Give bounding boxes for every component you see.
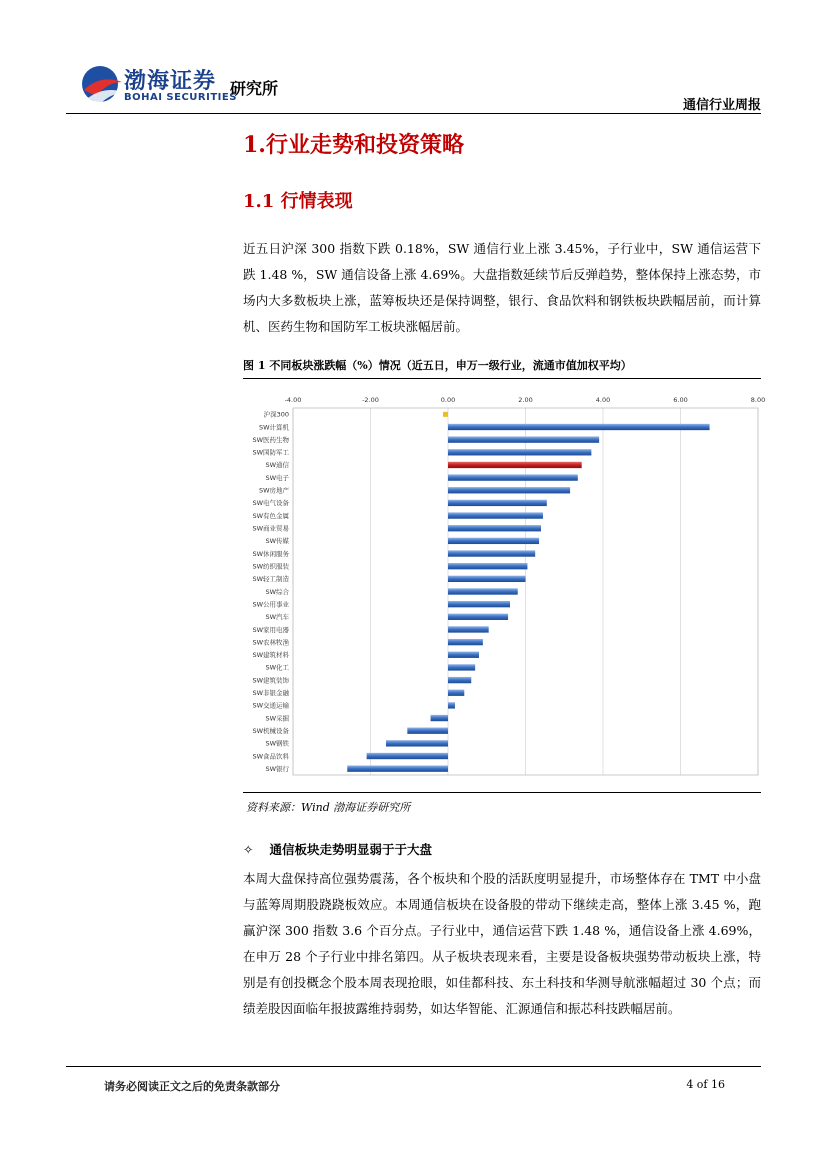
category-label: SW电气设备 (252, 499, 289, 508)
bar (448, 538, 539, 544)
category-label: SW通信 (265, 461, 289, 470)
category-label: SW非银金融 (252, 689, 289, 698)
category-label: SW银行 (265, 764, 289, 773)
category-label: SW医药生物 (252, 435, 289, 444)
category-label: SW计算机 (258, 423, 289, 432)
x-tick-label: 0.00 (440, 396, 456, 404)
bar (448, 664, 475, 670)
disclaimer-note: 请务必阅读正文之后的免责条款部分 (104, 1080, 280, 1093)
page-number: 4 of 16 (686, 1078, 725, 1091)
brand-department: 研究所 (230, 79, 279, 98)
bar (448, 449, 591, 455)
bar (448, 487, 570, 493)
x-tick-label: 2.00 (518, 396, 533, 404)
category-label: SW电子 (265, 473, 289, 482)
footer-divider (66, 1066, 761, 1067)
sector-performance-chart (243, 390, 766, 790)
bar (448, 436, 599, 442)
category-label: 沪深300 (263, 410, 289, 419)
category-label: SW汽车 (265, 613, 289, 622)
bullet-title: 通信板块走势明显弱于于大盘 (269, 842, 432, 857)
category-label: SW房地产 (258, 486, 289, 495)
bar (448, 550, 535, 556)
category-label: SW建筑装饰 (252, 676, 289, 685)
x-tick-label: 8.00 (750, 396, 766, 404)
report-type: 通信行业周报 (682, 98, 761, 113)
bar (448, 525, 541, 531)
bar (407, 728, 448, 734)
category-label: SW商业贸易 (252, 524, 289, 533)
bar (448, 424, 710, 430)
category-label: SW传媒 (265, 537, 289, 546)
bar (448, 601, 510, 607)
bar (448, 690, 464, 696)
bar (448, 576, 526, 582)
section-heading: 1.行业走势和投资策略 (243, 132, 464, 158)
x-tick-label: 6.00 (673, 396, 688, 404)
category-label: SW农林牧渔 (252, 638, 289, 647)
bar (448, 626, 489, 632)
bar (448, 512, 543, 518)
brand-name-cn: 渤海证券 (124, 68, 217, 94)
bar (367, 753, 448, 759)
category-label: SW化工 (265, 663, 289, 672)
category-label: SW交通运输 (252, 701, 289, 710)
header-divider (66, 113, 761, 114)
x-tick-label: -2.00 (362, 396, 379, 404)
market-summary-paragraph: 近五日沪深 300 指数下跌 0.18%，SW 通信行业上涨 3.45%，子行业中，SW 通信运营下跌 1.48 %，SW 通信设备上涨 4.69%。大盘指数延续节后反弹趋势，整体保持上涨态势，市场内大多数板块上涨，蓝筹板块还是保持调整，银行、食品饮料和钢铁板块跌幅居前，而计算机、医药生物和国防军工板块涨幅居前。 (243, 241, 761, 334)
figure-bottom-rule (243, 792, 761, 793)
subsection-heading: 1.1 行情表现 (243, 191, 353, 212)
category-label: SW轻工制造 (252, 575, 289, 584)
category-label: SW钢铁 (265, 739, 289, 748)
bar (431, 715, 448, 721)
brand-name-en: BOHAI SECURITIES (124, 92, 237, 103)
bullet-heading (243, 840, 432, 858)
bar (443, 412, 448, 417)
figure-caption: 图 1 不同板块涨跌幅（%）情况（近五日，申万一级行业，流通市值加权平均） (243, 359, 632, 372)
bar (448, 500, 547, 506)
bohai-logo-icon (78, 60, 128, 108)
category-label: SW食品饮料 (252, 752, 289, 761)
category-label: SW机械设备 (252, 727, 289, 736)
category-label: SW有色金属 (252, 511, 289, 520)
category-label: SW纺织服装 (252, 562, 289, 571)
bar (448, 702, 455, 708)
figure-source: 资料来源：Wind 渤海证券研究所 (246, 801, 411, 814)
bar (386, 740, 448, 746)
category-label: SW休闲服务 (252, 549, 289, 558)
bar (448, 677, 471, 683)
figure-top-rule (243, 378, 761, 379)
bar (448, 614, 508, 620)
category-label: SW建筑材料 (252, 651, 289, 660)
category-label: SW家用电器 (252, 625, 289, 634)
bar (448, 474, 578, 480)
sector-analysis-paragraph: 本周大盘保持高位强势震荡，各个板块和个股的活跃度明显提升，市场整体存在 TMT 中小盘与蓝筹周期股跷跷板效应。本周通信板块在设备股的带动下继续走高，整体上涨 3.45 %，跑赢沪深 300 指数 3.6 个百分点。子行业中，通信运营下跌 1.48 %，通信设备上涨 4.69%，在申万 28 个子行业中排名第四。从子板块表现来看，主要是设备板块强势带动板块上涨，特别是有创投概念个股本周表现抢眼，如佳都科技、东土科技和华测导航涨幅超过 30 个点；而绩差股因面临年报披露维持弱势，如达华智能、汇源通信和振芯科技跌幅居前。 (243, 871, 761, 1016)
category-label: SW综合 (265, 587, 289, 596)
x-tick-label: -4.00 (284, 396, 302, 404)
bar (448, 462, 582, 468)
category-label: SW公用事业 (252, 600, 289, 609)
diamond-outline-icon: ✧ (243, 842, 254, 857)
bar (448, 652, 479, 658)
category-label: SW国防军工 (252, 448, 289, 457)
bar (448, 563, 527, 569)
bar (448, 639, 483, 645)
bar (448, 588, 518, 594)
category-label: SW采掘 (265, 714, 289, 723)
x-tick-label: 4.00 (595, 396, 611, 404)
bar (347, 766, 448, 772)
